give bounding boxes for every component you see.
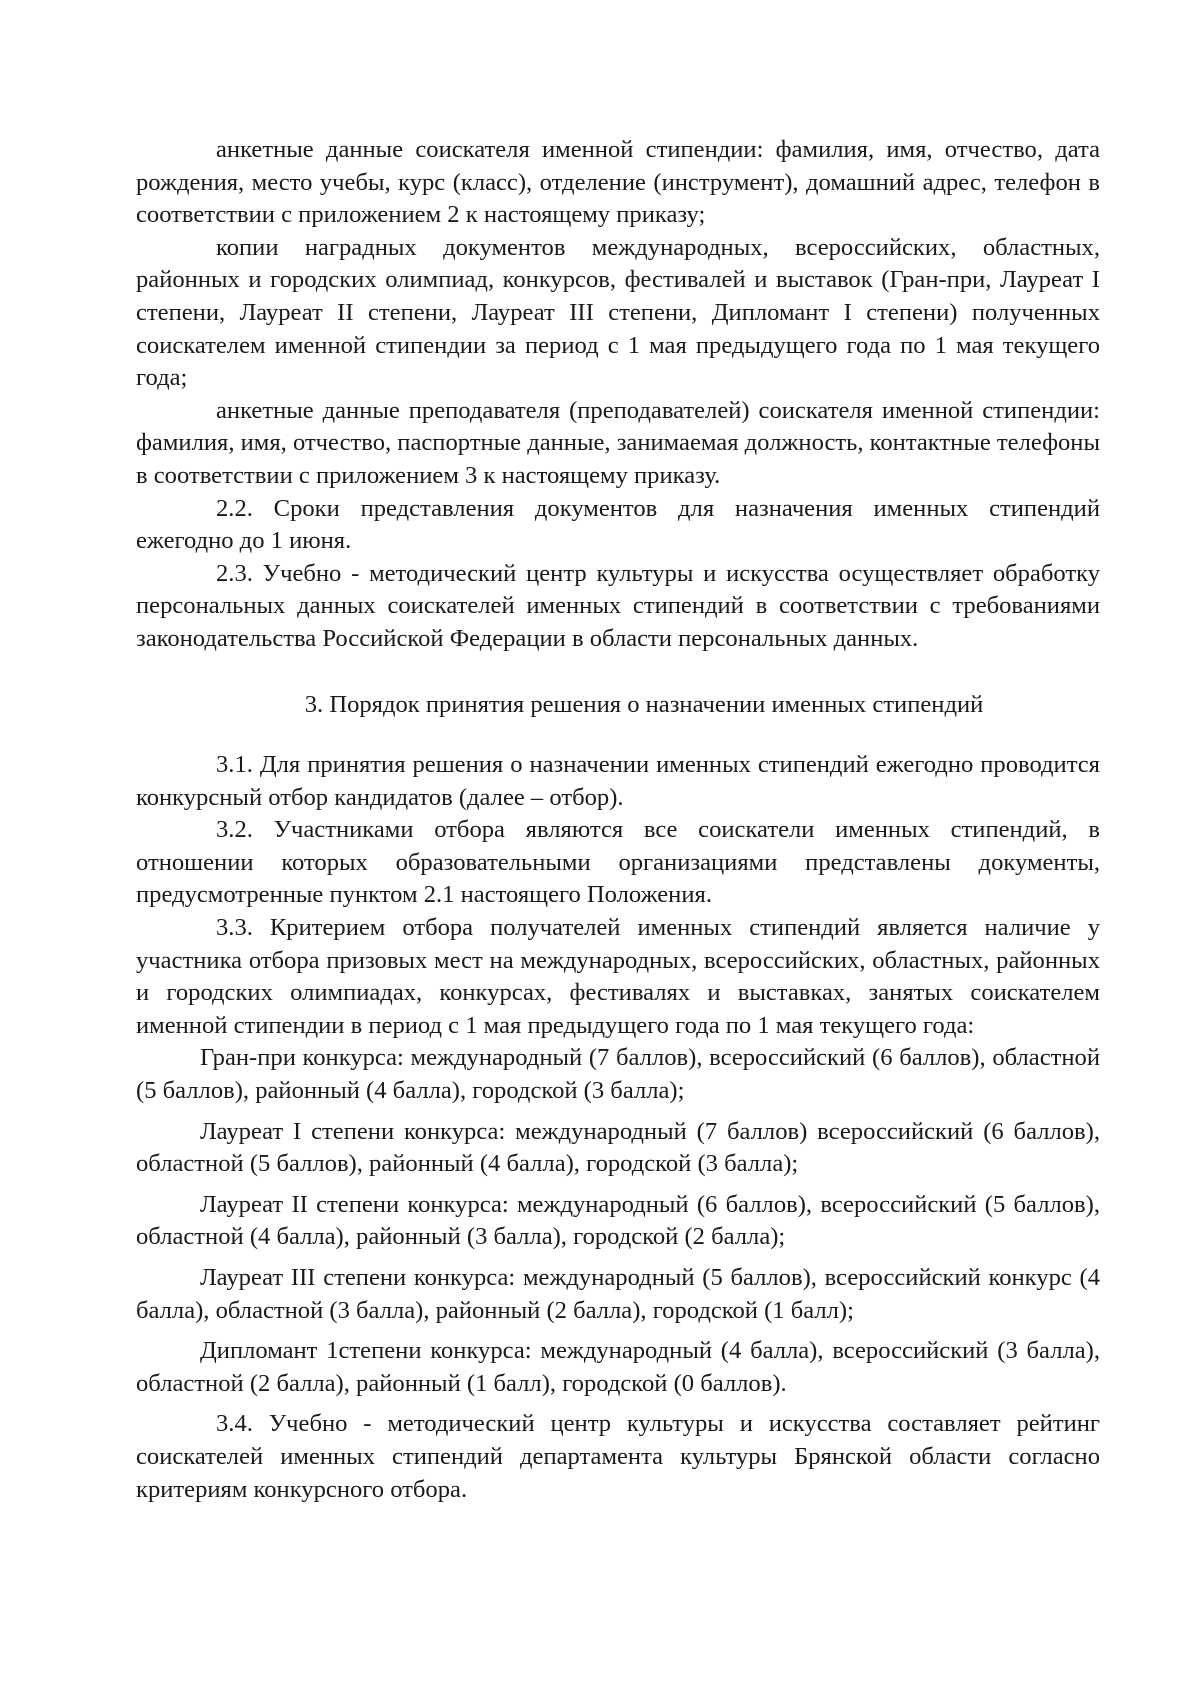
paragraph-3-2: 3.2. Участниками отбора являются все соискатели именных стипендий, в отношении которых образовательными организациями представлены документы, предусмотренные пунктом 2.1 настоящего Положения.: [136, 816, 1100, 909]
criterion-laureate-1: Лауреат I степени конкурса: международный (7 баллов) всероссийский (6 баллов), областной (5 баллов), районный (4 балла), городской (3 балла);: [136, 1117, 1100, 1178]
paragraph-award-copies: копии наградных документов международных, всероссийских, областных, районных и городских олимпиад, конкурсов, фестивалей и выставок (Гран-при, Лауреат I степени, Лауреат II степени, Лауреат III степени, Дипломант I степени) полученных соискателем именной стипендии за период с 1 мая предыдущего года по 1 мая текущего года;: [136, 233, 1100, 392]
paragraph-3-4: 3.4. Учебно - методический центр культуры и искусства составляет рейтинг соискателей именных стипендий департамента культуры Брянской области согласно критериям конкурсного отбора.: [136, 1410, 1100, 1503]
criterion-laureate-2: Лауреат II степени конкурса: международный (6 баллов), всероссийский (5 баллов), областной (4 балла), районный (3 балла), городской (2 балла);: [136, 1190, 1100, 1251]
criterion-diploma-1: Дипломант 1степени конкурса: международный (4 балла), всероссийский (3 балла), областной (2 балла), районный (1 балл), городской (0 баллов).: [136, 1337, 1100, 1397]
paragraph-teacher-data: анкетные данные преподавателя (преподавателей) соискателя именной стипендии: фамилия, имя, отчество, паспортные данные, занимаемая должность, контактные телефоны в соответствии с приложением 3 к настоящему приказу.: [136, 396, 1100, 489]
paragraph-3-3: 3.3. Критерием отбора получателей именных стипендий является наличие у участника отбора призовых мест на международных, всероссийских, областных, районных и городских олимпиадах, конкурсах, фестивалях и выставках, занятых соискателем именной стипендии в период с 1 мая предыдущего года по 1 мая текущего года:: [136, 914, 1100, 1039]
criterion-laureate-3: Лауреат III степени конкурса: международный (5 баллов), всероссийский конкурс (4 балла), областной (3 балла), районный (2 балла), городской (1 балл);: [136, 1264, 1100, 1324]
section-heading: 3. Порядок принятия решения о назначении именных стипендий: [304, 690, 984, 718]
paragraph-applicant-data: анкетные данные соискателя именной стипендии: фамилия, имя, отчество, дата рождения, место учебы, курс (класс), отделение (инструмент), домашний адрес, телефон в соответствии с приложением 2 к настоящему приказу;: [136, 136, 1100, 229]
paragraph-2-2: 2.2. Сроки представления документов для назначения именных стипендий ежегодно до 1 июня.: [136, 494, 1100, 555]
paragraph-3-1: 3.1. Для принятия решения о назначении именных стипендий ежегодно проводится конкурсный отбор кандидатов (далее – отбор).: [136, 751, 1100, 811]
document-page: [136, 134, 1100, 1506]
criterion-grand-prix: Гран-при конкурса: международный (7 баллов), всероссийский (6 баллов), областной (5 баллов), районный (4 балла), городской (3 балла);: [136, 1044, 1100, 1105]
paragraph-2-3: 2.3. Учебно - методический центр культуры и искусства осуществляет обработку персональных данных соискателей именных стипендий в соответствии с требованиями законодательства Российской Федерации в области персональных данных.: [136, 559, 1100, 652]
